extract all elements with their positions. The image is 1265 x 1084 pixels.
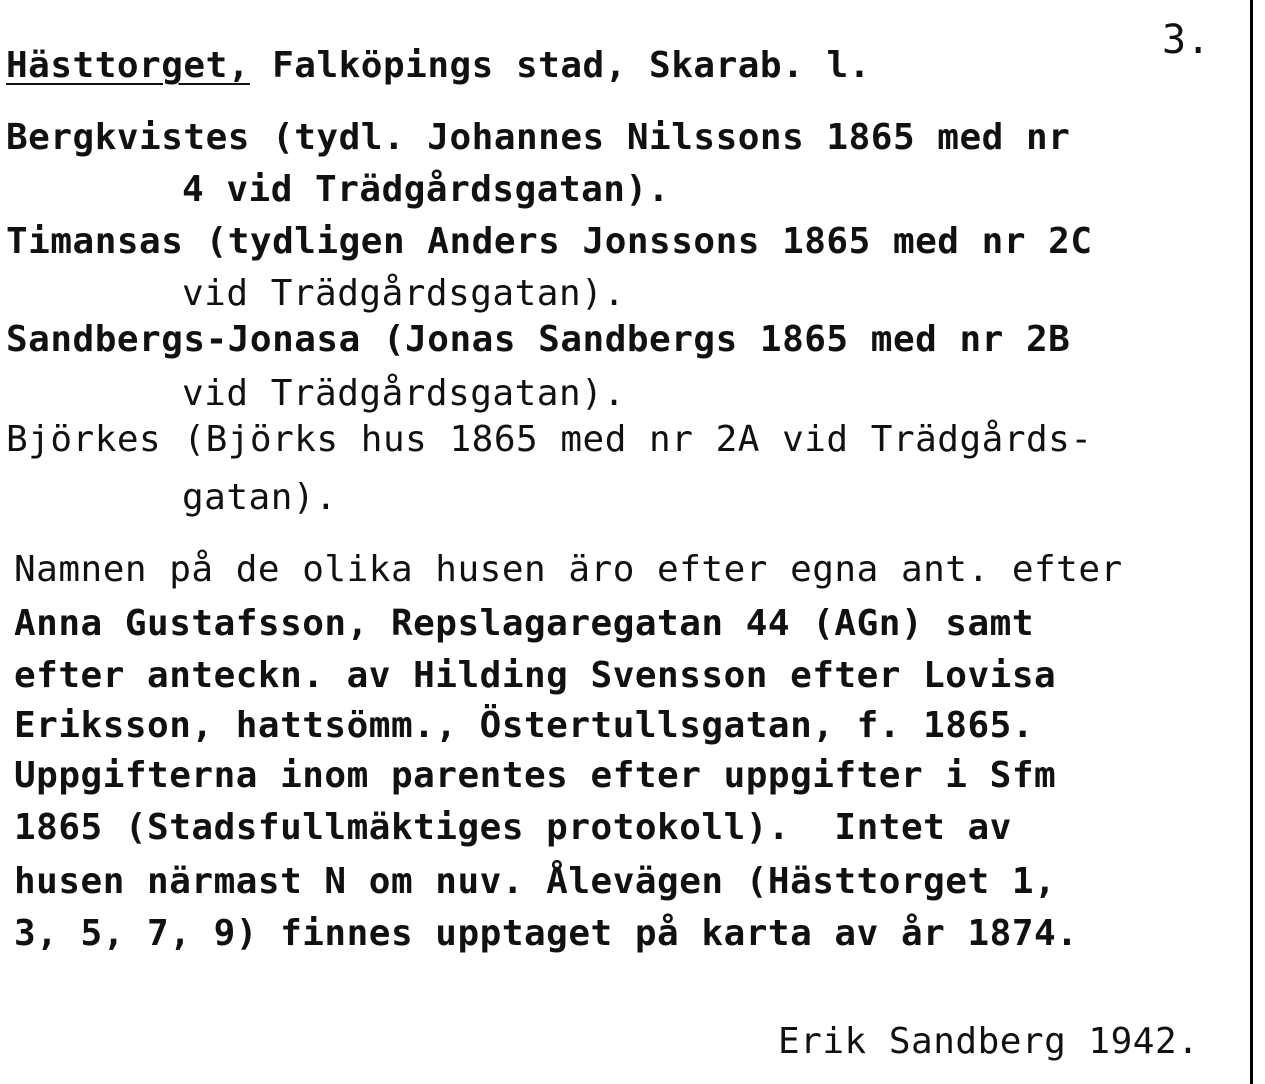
signature: Erik Sandberg 1942.: [778, 1021, 1200, 1062]
note-line-6: 1865 (Stadsfullmäktiges protokoll). Intet av: [14, 807, 1012, 848]
entry-2-line-1: Timansas (tydligen Anders Jonssons 1865 med nr 2C: [6, 221, 1093, 262]
note-line-8: 3, 5, 7, 9) finnes upptaget på karta av år 1874.: [14, 913, 1079, 954]
note-line-5: Uppgifterna inom parentes efter uppgifter i Sfm: [14, 755, 1057, 796]
entry-4-line-1: Björkes (Björks hus 1865 med nr 2A vid Trädgårds-: [6, 419, 1093, 460]
entry-1-line-2: 4 vid Trädgårdsgatan).: [182, 169, 670, 210]
entry-1-line-1: Bergkvistes (tydl. Johannes Nilssons 1865 med nr: [6, 117, 1071, 158]
heading-place: Hästtorget,: [6, 45, 250, 86]
card-right-edge: [1250, 0, 1253, 1084]
entry-3-line-1: Sandbergs-Jonasa (Jonas Sandbergs 1865 med nr 2B: [6, 319, 1071, 360]
entry-2-line-2: vid Trädgårdsgatan).: [182, 273, 626, 314]
page-number: 3.: [1162, 17, 1211, 63]
note-line-1: Namnen på de olika husen äro efter egna ant. efter: [14, 549, 1123, 590]
entry-4-line-2: gatan).: [182, 477, 338, 518]
note-line-2: Anna Gustafsson, Repslagaregatan 44 (AGn) samt: [14, 603, 1034, 644]
note-line-7: husen närmast N om nuv. Ålevägen (Hästtorget 1,: [14, 861, 1057, 902]
note-line-3: efter anteckn. av Hilding Svensson efter Lovisa: [14, 655, 1057, 696]
heading-rest: Falköpings stad, Skarab. l.: [249, 45, 871, 86]
card-heading: [6, 46, 871, 86]
note-line-4: Eriksson, hattsömm., Östertullsgatan, f. 1865.: [14, 705, 1034, 746]
entry-3-line-2: vid Trädgårdsgatan).: [182, 373, 626, 414]
